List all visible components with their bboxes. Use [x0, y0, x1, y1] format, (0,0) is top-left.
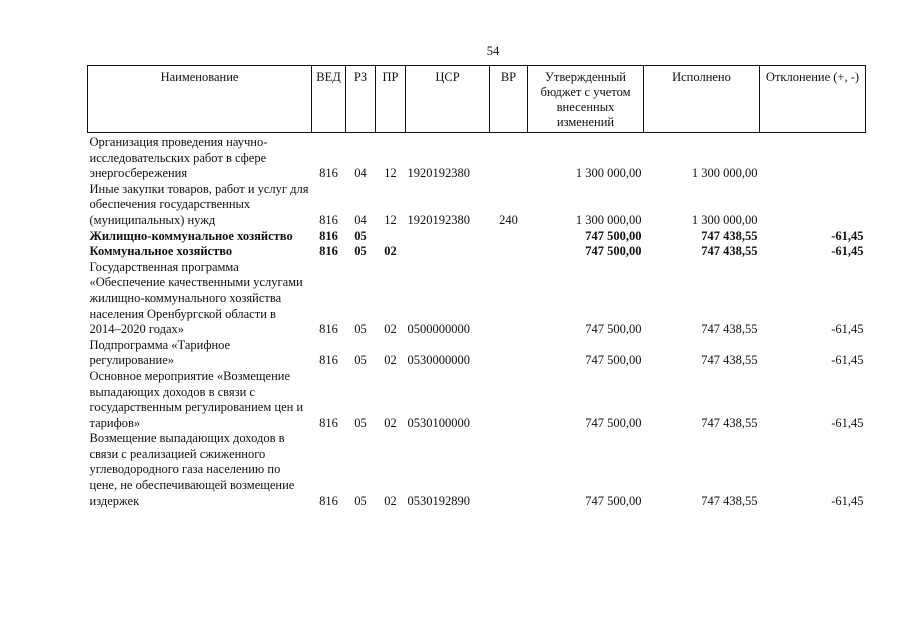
table-row — [88, 338, 866, 369]
row-pr: 02 — [384, 415, 397, 430]
budget-table — [87, 65, 866, 509]
header-pr: ПР — [376, 66, 406, 133]
row-budget: 1 300 000,00 — [575, 212, 642, 227]
row-name: Организация проведения научно-исследовательских работ в сфере энергосбережения — [89, 135, 268, 181]
row-budget: 747 500,00 — [585, 322, 642, 337]
header-csr: ЦСР — [406, 66, 490, 133]
row-executed: 747 438,55 — [701, 415, 758, 430]
row-budget: 747 500,00 — [585, 493, 642, 508]
row-budget: 747 500,00 — [585, 353, 642, 368]
row-csr: 1920192380 — [407, 166, 470, 181]
header-executed: Исполнено — [644, 66, 760, 133]
row-vr — [490, 369, 528, 431]
row-csr: 0530192890 — [407, 493, 470, 508]
table-row — [88, 369, 866, 431]
row-rz: 05 — [354, 353, 367, 368]
row-rz: 04 — [354, 212, 367, 227]
row-pr: 12 — [384, 212, 397, 227]
row-vr — [490, 244, 528, 260]
page-number: 54 — [486, 44, 500, 58]
row-executed: 747 438,55 — [701, 493, 758, 508]
row-executed: 1 300 000,00 — [691, 212, 758, 227]
row-rz: 05 — [354, 493, 367, 508]
row-rz: 05 — [354, 415, 367, 430]
row-ved: 816 — [319, 244, 338, 259]
row-ved: 816 — [319, 166, 338, 181]
row-pr: 12 — [384, 166, 397, 181]
row-budget: 747 500,00 — [585, 244, 642, 259]
row-name: Коммунальное хозяйство — [89, 244, 233, 259]
header-name: Наименование — [88, 66, 312, 133]
table-row — [88, 182, 866, 229]
header-deviation: Отклонение (+, -) — [760, 66, 866, 133]
row-pr — [376, 229, 406, 245]
table-row — [88, 133, 866, 182]
table-row — [88, 431, 866, 509]
row-rz: 05 — [354, 228, 367, 243]
row-budget: 1 300 000,00 — [575, 166, 642, 181]
row-vr — [490, 133, 528, 182]
row-executed: 747 438,55 — [701, 322, 758, 337]
row-vr — [490, 431, 528, 509]
header-ved: ВЕД — [312, 66, 346, 133]
row-name: Подпрограмма «Тарифное регулирование» — [89, 337, 231, 368]
row-deviation — [760, 133, 866, 182]
row-deviation: -61,45 — [831, 493, 864, 508]
header-rz: РЗ — [346, 66, 376, 133]
row-csr — [406, 229, 490, 245]
row-ved: 816 — [319, 493, 338, 508]
header-vr: ВР — [490, 66, 528, 133]
row-rz: 05 — [354, 322, 367, 337]
row-csr: 0530000000 — [407, 353, 470, 368]
row-name: Иные закупки товаров, работ и услуг для обеспечения государственных (муниципальных) нужд — [89, 181, 309, 227]
row-name: Жилищно-коммунальное хозяйство — [89, 228, 293, 243]
row-deviation: -61,45 — [831, 322, 864, 337]
row-ved: 816 — [319, 415, 338, 430]
row-executed: 1 300 000,00 — [691, 166, 758, 181]
row-vr: 240 — [499, 212, 518, 227]
table-row — [88, 260, 866, 338]
row-executed: 747 438,55 — [701, 228, 758, 243]
row-vr — [490, 338, 528, 369]
row-csr: 0530100000 — [407, 415, 470, 430]
row-ved: 816 — [319, 353, 338, 368]
row-deviation: -61,45 — [831, 228, 864, 243]
row-deviation: -61,45 — [831, 353, 864, 368]
row-pr: 02 — [384, 322, 397, 337]
row-pr: 02 — [384, 353, 397, 368]
row-budget: 747 500,00 — [585, 415, 642, 430]
row-rz: 04 — [354, 166, 367, 181]
row-executed: 747 438,55 — [701, 244, 758, 259]
row-deviation: -61,45 — [831, 244, 864, 259]
row-csr — [406, 244, 490, 260]
row-name: Государственная программа «Обеспечение качественными услугами жилищно-коммунального хозяйства населения Оренбургской области в 2014–2020 годах» — [89, 259, 303, 337]
row-deviation — [760, 182, 866, 229]
header-budget: Утвержденный бюджет с учетом внесенных изменений — [528, 66, 644, 133]
row-ved: 816 — [319, 212, 338, 227]
row-vr — [490, 229, 528, 245]
row-ved: 816 — [319, 322, 338, 337]
row-csr: 1920192380 — [407, 212, 470, 227]
row-rz: 05 — [354, 244, 367, 259]
row-name: Возмещение выпадающих доходов в связи с реализацией сжиженного углеводородного газа населению по цене, не обеспечивающей возмещение издержек — [89, 431, 295, 508]
row-pr: 02 — [384, 244, 397, 259]
row-name: Основное мероприятие «Возмещение выпадающих доходов в связи с государственным регулированием цен и тарифов» — [89, 368, 304, 430]
row-ved: 816 — [319, 228, 338, 243]
row-csr: 0500000000 — [407, 322, 470, 337]
table-header — [88, 66, 866, 133]
row-executed: 747 438,55 — [701, 353, 758, 368]
table-row — [88, 229, 866, 245]
row-pr: 02 — [384, 493, 397, 508]
row-vr — [490, 260, 528, 338]
table-row — [88, 244, 866, 260]
row-budget: 747 500,00 — [585, 228, 642, 243]
row-deviation: -61,45 — [831, 415, 864, 430]
